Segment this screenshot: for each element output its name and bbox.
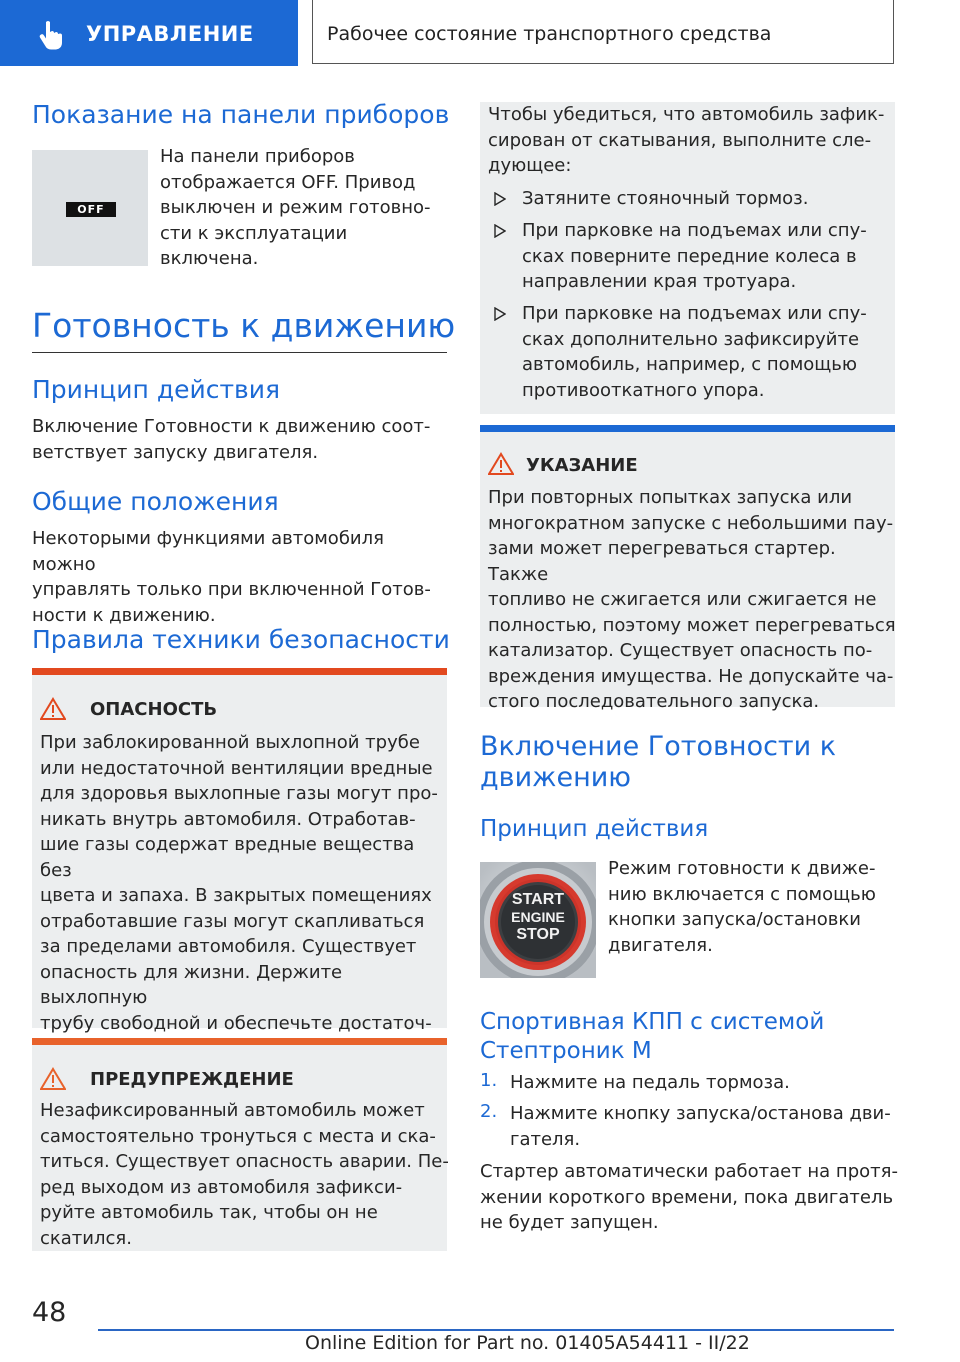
text-line: цвета и запаха. В закрытых помещениях [40, 885, 432, 906]
list-item [480, 218, 867, 295]
list-item [480, 301, 867, 403]
text-line: При парковке на подъемах или спу- [522, 220, 867, 241]
text-line: скатился. [40, 1227, 132, 1249]
notice-box [480, 432, 896, 712]
footer-rule [98, 1329, 894, 1331]
text-line: направлении края тротуара. [522, 271, 797, 292]
notice-text [488, 485, 900, 715]
text-line: ности к движению. [32, 604, 216, 626]
principle-heading: Принцип действия [32, 375, 281, 404]
text-line: Нажмите на педаль тормоза. [510, 1072, 790, 1093]
general-heading: Общие положения [32, 487, 279, 516]
procedure-box [480, 102, 895, 414]
principle-text [32, 414, 447, 465]
text-line: сках дополнительно зафиксируйте [522, 328, 860, 350]
sport-heading [480, 1008, 895, 1066]
text-line: вреждения имущества. Не допускайте ча- [488, 665, 894, 687]
triangle-bullet-icon [494, 192, 506, 206]
text-line: катализатор. Существует опасность по- [488, 640, 873, 661]
page-number: 48 [32, 1297, 67, 1328]
text-line: сти к эксплуатации включена. [160, 222, 348, 269]
text-line: Незафиксированный автомобиль может [40, 1100, 425, 1121]
warning-triangle-icon [488, 452, 514, 476]
chapter-header [312, 0, 894, 64]
text-line: На панели приборов [160, 146, 355, 167]
text-line: Нажмите кнопку запуска/останова дви- [510, 1103, 891, 1124]
label-line: STOP [516, 926, 560, 943]
text-line: выключен и режим готовно- [160, 197, 431, 218]
danger-stripe [32, 668, 447, 675]
text-line: При парковке на подъемах или спу- [522, 303, 867, 324]
heading-line: Спортивная КПП с системой [480, 1009, 825, 1035]
lcd-off-image [32, 150, 148, 266]
triangle-bullet-icon [494, 224, 506, 238]
chapter-title: Рабочее состояние транспортного средства [327, 23, 772, 45]
text-line: автомобиль, например, с помощью [522, 354, 858, 375]
text-line: не будет запущен. [480, 1212, 659, 1233]
label-line: START [511, 891, 565, 908]
notice-stripe [480, 425, 895, 432]
warning-box [32, 1045, 447, 1251]
text-line: жении короткого времени, пока двигатель [480, 1186, 894, 1208]
warning-title: ПРЕДУПРЕЖДЕНИЕ [90, 1069, 294, 1090]
principle2-text [608, 856, 898, 958]
section-tab [0, 0, 298, 66]
text-line: кнопки запуска/остановки [608, 909, 861, 930]
text-line: нию включается с помощью [608, 883, 876, 905]
step-number: 1. [480, 1070, 498, 1091]
heading-line: движению [480, 762, 631, 793]
text-line: зами может перегреваться стартер. Также [488, 538, 836, 585]
text-line: никать внутрь автомобиля. Отработав- [40, 808, 416, 830]
list-item [480, 186, 808, 212]
text-line: самостоятельно тронуться с места и ска- [40, 1125, 436, 1147]
warning-stripe [32, 1038, 447, 1045]
heading-line: Включение Готовности к [480, 731, 837, 762]
heading-rule [32, 352, 447, 353]
text-line: опасность для жизни. Держите выхлопную [40, 961, 343, 1008]
text-line: Затяните стояночный тормоз. [522, 188, 809, 209]
text-line: для здоровья выхлопные газы могут про- [40, 783, 438, 804]
text-line: управлять только при включенной Готов- [32, 579, 431, 600]
enable-heading [480, 731, 895, 793]
footer-edition: Online Edition for Part no. 01405A54411 - II/22 [305, 1332, 750, 1354]
text-line: за пределами автомобиля. Существует [40, 936, 417, 957]
notice-title: УКАЗАНИЕ [526, 455, 638, 476]
text-line: сирован от скатывания, выполните сле- [488, 129, 872, 151]
text-line: Некоторыми функциями автомобиля можно [32, 528, 384, 575]
text-line: Чтобы убедиться, что автомобиль зафик- [488, 104, 885, 125]
lcd-off-label: OFF [66, 202, 116, 217]
text-line: отображается OFF. Привод [160, 171, 416, 193]
text-line: многократном запуске с небольшими пау- [488, 512, 894, 534]
dashboard-heading: Показание на панели приборов [32, 100, 450, 129]
general-text [32, 526, 452, 628]
warning-text [40, 1098, 450, 1251]
danger-text [40, 730, 450, 1062]
text-line: полностью, поэтому может перегреваться [488, 614, 896, 636]
heading-line: Стептроник M [480, 1038, 652, 1064]
text-line: Режим готовности к движе- [608, 858, 876, 879]
text-line: титься. Существует опасность аварии. Пе- [40, 1151, 449, 1172]
procedure-intro [488, 102, 898, 179]
text-line: При заблокированной выхлопной трубе [40, 732, 420, 753]
safety-heading: Правила техники безопасности [32, 625, 450, 654]
warning-triangle-icon [40, 1067, 66, 1091]
text-line: отработавшие газы могут скапливаться [40, 910, 425, 932]
text-line: сках поверните передние колеса в [522, 245, 857, 267]
ready-heading: Готовность к движению [32, 306, 456, 345]
text-line: При повторных попытках запуска или [488, 487, 853, 508]
text-line: противооткатного упора. [522, 379, 765, 401]
label-line: ENGINE [511, 909, 565, 925]
starter-text [480, 1159, 900, 1236]
section-title: УПРАВЛЕНИЕ [86, 22, 254, 46]
text-line: ветствует запуску двигателя. [32, 441, 319, 463]
warning-triangle-icon [40, 697, 66, 721]
danger-box [32, 675, 447, 1034]
button-label [480, 891, 596, 944]
step-number: 2. [480, 1101, 498, 1122]
text-line: руйте автомобиль так, чтобы он не [40, 1202, 378, 1223]
dashboard-text [160, 144, 450, 272]
text-line: ред выходом из автомобиля зафикси- [40, 1176, 403, 1198]
text-line: шие газы содержат вредные вещества без [40, 834, 415, 881]
text-line: дующее: [488, 155, 572, 176]
text-line: двигателя. [608, 934, 713, 956]
hand-pointer-icon [38, 20, 64, 50]
text-line: топливо не сжигается или сжигается не [488, 589, 877, 610]
text-line: стого последовательного запуска. [488, 691, 820, 712]
text-line: гателя. [510, 1128, 581, 1150]
principle2-heading: Принцип действия [480, 816, 709, 842]
text-line: или недостаточной вентиляции вредные [40, 757, 433, 779]
text-line: Включение Готовности к движению соот- [32, 416, 431, 437]
text-line: трубу свободной и обеспечьте достаточ- [40, 1012, 432, 1034]
triangle-bullet-icon [494, 307, 506, 321]
start-stop-button-image [480, 862, 596, 978]
text-line: Стартер автоматически работает на протя- [480, 1161, 898, 1182]
danger-title: ОПАСНОСТЬ [90, 699, 218, 720]
